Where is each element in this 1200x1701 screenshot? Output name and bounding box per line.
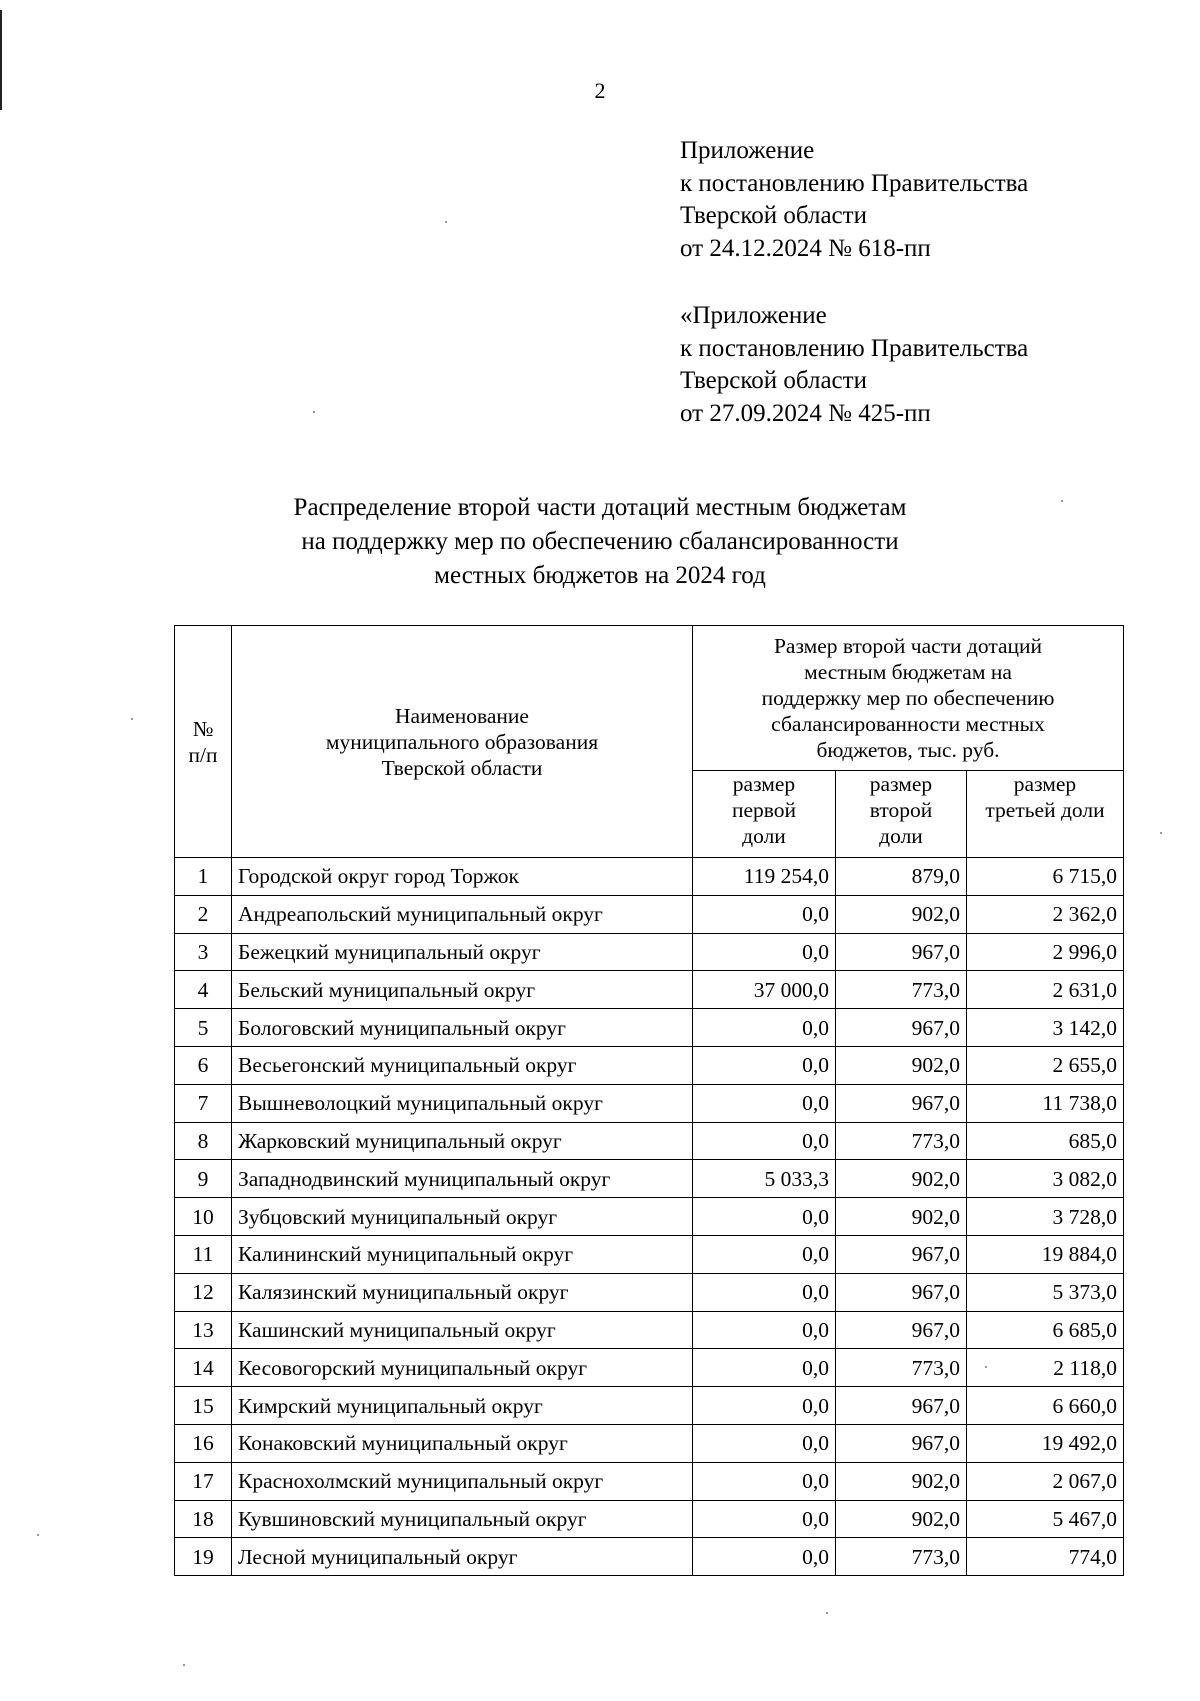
third-share-value: 19 884,0 [967, 1235, 1124, 1273]
scan-speck [183, 1664, 185, 1666]
municipality-name: Зубцовский муниципальный округ [232, 1198, 693, 1236]
second-share-value: 967,0 [836, 1273, 967, 1311]
sub-header-line: доли [879, 824, 923, 848]
third-share-value: 2 655,0 [967, 1046, 1124, 1084]
header-name-line: Тверской области [381, 755, 543, 780]
third-share-value: 6 715,0 [967, 858, 1124, 896]
municipality-name: Лесной муниципальный округ [232, 1538, 693, 1576]
table-row [175, 895, 1124, 933]
row-number: 3 [175, 933, 232, 971]
scan-speck [826, 1612, 828, 1614]
second-share-value: 967,0 [836, 1009, 967, 1047]
table-body [175, 858, 1124, 1576]
third-share-value: 2 067,0 [967, 1462, 1124, 1500]
second-share-value: 773,0 [836, 971, 967, 1009]
scan-speck [37, 1534, 39, 1536]
appendix-header-line: Приложение [680, 137, 815, 164]
second-share-value: 773,0 [836, 1538, 967, 1576]
third-share-value: 2 362,0 [967, 895, 1124, 933]
sub-header-line: второй [869, 798, 933, 822]
table-row [175, 1160, 1124, 1198]
title-line: на поддержку мер по обеспечению сбалансированности [301, 528, 899, 555]
second-share-value: 902,0 [836, 895, 967, 933]
appendix-quoted-header [680, 300, 1028, 430]
first-share-value: 0,0 [693, 895, 836, 933]
table-row [175, 1349, 1124, 1387]
sub-header-line: размер [869, 772, 933, 796]
municipality-name: Калининский муниципальный округ [232, 1235, 693, 1273]
sub-header-line: размер [732, 772, 796, 796]
page-number: 2 [594, 78, 606, 103]
first-share-value: 0,0 [693, 1387, 836, 1425]
group-header-line: поддержку мер по обеспечению [761, 686, 1055, 710]
municipality-name: Краснохолмский муниципальный округ [232, 1462, 693, 1500]
table-row [175, 971, 1124, 1009]
third-share-value: 5 467,0 [967, 1500, 1124, 1538]
municipality-name: Кувшиновский муниципальный округ [232, 1500, 693, 1538]
row-number: 19 [175, 1538, 232, 1576]
group-header-line: Размер второй части дотаций [773, 634, 1043, 658]
table-row [175, 1235, 1124, 1273]
third-share-value: 3 082,0 [967, 1160, 1124, 1198]
scan-speck [985, 1366, 987, 1368]
title-line: местных бюджетов на 2024 год [434, 562, 766, 589]
table-row [175, 1273, 1124, 1311]
third-share-value: 2 118,0 [967, 1349, 1124, 1387]
third-share-value: 2 631,0 [967, 971, 1124, 1009]
column-group-header [693, 626, 1124, 771]
sub-header-line: третьей доли [985, 798, 1105, 822]
first-share-value: 37 000,0 [693, 971, 836, 1009]
second-share-value: 902,0 [836, 1500, 967, 1538]
table-row [175, 1462, 1124, 1500]
first-share-value: 0,0 [693, 1084, 836, 1122]
municipality-name: Жарковский муниципальный округ [232, 1122, 693, 1160]
scan-speck [313, 411, 315, 413]
third-share-value: 6 660,0 [967, 1387, 1124, 1425]
sub-header-line: первой [731, 798, 797, 822]
group-header-line: сбалансированности местных [771, 712, 1045, 736]
row-number: 1 [175, 858, 232, 896]
table-row [175, 1198, 1124, 1236]
table-row [175, 1122, 1124, 1160]
title-line: Распределение второй части дотаций местным бюджетам [293, 494, 907, 521]
row-number: 17 [175, 1462, 232, 1500]
row-number: 16 [175, 1424, 232, 1462]
scan-speck [1061, 500, 1063, 502]
table-row [175, 1046, 1124, 1084]
group-header-line: бюджетов, тыс. руб. [816, 738, 1000, 762]
row-number: 7 [175, 1084, 232, 1122]
municipality-name: Бельский муниципальный округ [232, 971, 693, 1009]
row-number: 8 [175, 1122, 232, 1160]
row-number: 13 [175, 1311, 232, 1349]
municipality-name: Бежецкий муниципальный округ [232, 933, 693, 971]
appendix-header-line: Тверской области [680, 202, 867, 229]
header-name-line: муниципального образования [325, 729, 599, 754]
first-share-value: 0,0 [693, 1462, 836, 1500]
third-share-value: 19 492,0 [967, 1424, 1124, 1462]
appendix-quoted-line: от 27.09.2024 № 425-пп [680, 399, 931, 427]
sub-header-line: размер [1013, 772, 1077, 796]
first-share-value: 0,0 [693, 1349, 836, 1387]
first-share-value: 0,0 [693, 1046, 836, 1084]
row-number: 15 [175, 1387, 232, 1425]
first-share-value: 0,0 [693, 1009, 836, 1047]
municipality-name: Андреапольский муниципальный округ [232, 895, 693, 933]
table-row [175, 1424, 1124, 1462]
header-number-line: п/п [188, 742, 218, 767]
municipality-name: Бологовский муниципальный округ [232, 1009, 693, 1047]
header-name-line: Наименование [395, 703, 529, 728]
header-number-line: № [192, 716, 214, 741]
row-number: 2 [175, 895, 232, 933]
second-share-value: 967,0 [836, 933, 967, 971]
table-row [175, 1084, 1124, 1122]
column-header-third-share [967, 771, 1124, 858]
second-share-value: 773,0 [836, 1349, 967, 1387]
scan-speck [445, 221, 447, 223]
municipality-name: Городской округ город Торжок [232, 858, 693, 896]
row-number: 14 [175, 1349, 232, 1387]
second-share-value: 902,0 [836, 1046, 967, 1084]
municipality-name: Вышневолоцкий муниципальный округ [232, 1084, 693, 1122]
group-header-line: местным бюджетам на [804, 660, 1012, 684]
row-number: 10 [175, 1198, 232, 1236]
table-row [175, 858, 1124, 896]
row-number: 18 [175, 1500, 232, 1538]
appendix-header-line: от 24.12.2024 № 618-пп [680, 234, 931, 262]
third-share-value: 774,0 [967, 1538, 1124, 1576]
second-share-value: 967,0 [836, 1424, 967, 1462]
first-share-value: 0,0 [693, 933, 836, 971]
second-share-value: 773,0 [836, 1122, 967, 1160]
column-header-first-share [693, 771, 836, 858]
second-share-value: 967,0 [836, 1311, 967, 1349]
row-number: 12 [175, 1273, 232, 1311]
row-number: 11 [175, 1235, 232, 1273]
second-share-value: 902,0 [836, 1160, 967, 1198]
municipality-name: Западнодвинский муниципальный округ [232, 1160, 693, 1198]
appendix-quoted-line: «Приложение [680, 302, 827, 329]
table-row [175, 1311, 1124, 1349]
third-share-value: 3 728,0 [967, 1198, 1124, 1236]
appendix-quoted-line: к постановлению Правительства [680, 334, 1029, 362]
second-share-value: 967,0 [836, 1387, 967, 1425]
first-share-value: 0,0 [693, 1424, 836, 1462]
third-share-value: 2 996,0 [967, 933, 1124, 971]
column-header-number [175, 626, 232, 858]
row-number: 6 [175, 1046, 232, 1084]
third-share-value: 685,0 [967, 1122, 1124, 1160]
first-share-value: 5 033,3 [693, 1160, 836, 1198]
table-row [175, 1538, 1124, 1576]
second-share-value: 967,0 [836, 1235, 967, 1273]
appendix-header [680, 135, 1028, 265]
third-share-value: 3 142,0 [967, 1009, 1124, 1047]
appendix-header-line: к постановлению Правительства [680, 169, 1029, 197]
third-share-value: 11 738,0 [967, 1084, 1124, 1122]
second-share-value: 902,0 [836, 1462, 967, 1500]
first-share-value: 0,0 [693, 1235, 836, 1273]
row-number: 4 [175, 971, 232, 1009]
first-share-value: 0,0 [693, 1311, 836, 1349]
second-share-value: 967,0 [836, 1084, 967, 1122]
second-share-value: 879,0 [836, 858, 967, 896]
table-row [175, 1387, 1124, 1425]
row-number: 5 [175, 1009, 232, 1047]
first-share-value: 0,0 [693, 1273, 836, 1311]
first-share-value: 0,0 [693, 1198, 836, 1236]
subsidy-table [174, 625, 1124, 1576]
sub-header-line: доли [742, 824, 786, 848]
municipality-name: Кашинский муниципальный округ [232, 1311, 693, 1349]
second-share-value: 902,0 [836, 1198, 967, 1236]
scan-speck [131, 718, 133, 720]
first-share-value: 0,0 [693, 1500, 836, 1538]
column-header-name [232, 626, 693, 858]
first-share-value: 0,0 [693, 1538, 836, 1576]
table-row [175, 1500, 1124, 1538]
third-share-value: 5 373,0 [967, 1273, 1124, 1311]
appendix-quoted-line: Тверской области [680, 367, 867, 394]
municipality-name: Конаковский муниципальный округ [232, 1424, 693, 1462]
table-row [175, 1009, 1124, 1047]
third-share-value: 6 685,0 [967, 1311, 1124, 1349]
document-title [150, 491, 1050, 593]
first-share-value: 119 254,0 [693, 858, 836, 896]
scan-speck [1160, 832, 1162, 834]
row-number: 9 [175, 1160, 232, 1198]
municipality-name: Кимрский муниципальный округ [232, 1387, 693, 1425]
column-header-second-share [836, 771, 967, 858]
municipality-name: Весьегонский муниципальный округ [232, 1046, 693, 1084]
municipality-name: Калязинский муниципальный округ [232, 1273, 693, 1311]
table-row [175, 933, 1124, 971]
municipality-name: Кесовогорский муниципальный округ [232, 1349, 693, 1387]
first-share-value: 0,0 [693, 1122, 836, 1160]
